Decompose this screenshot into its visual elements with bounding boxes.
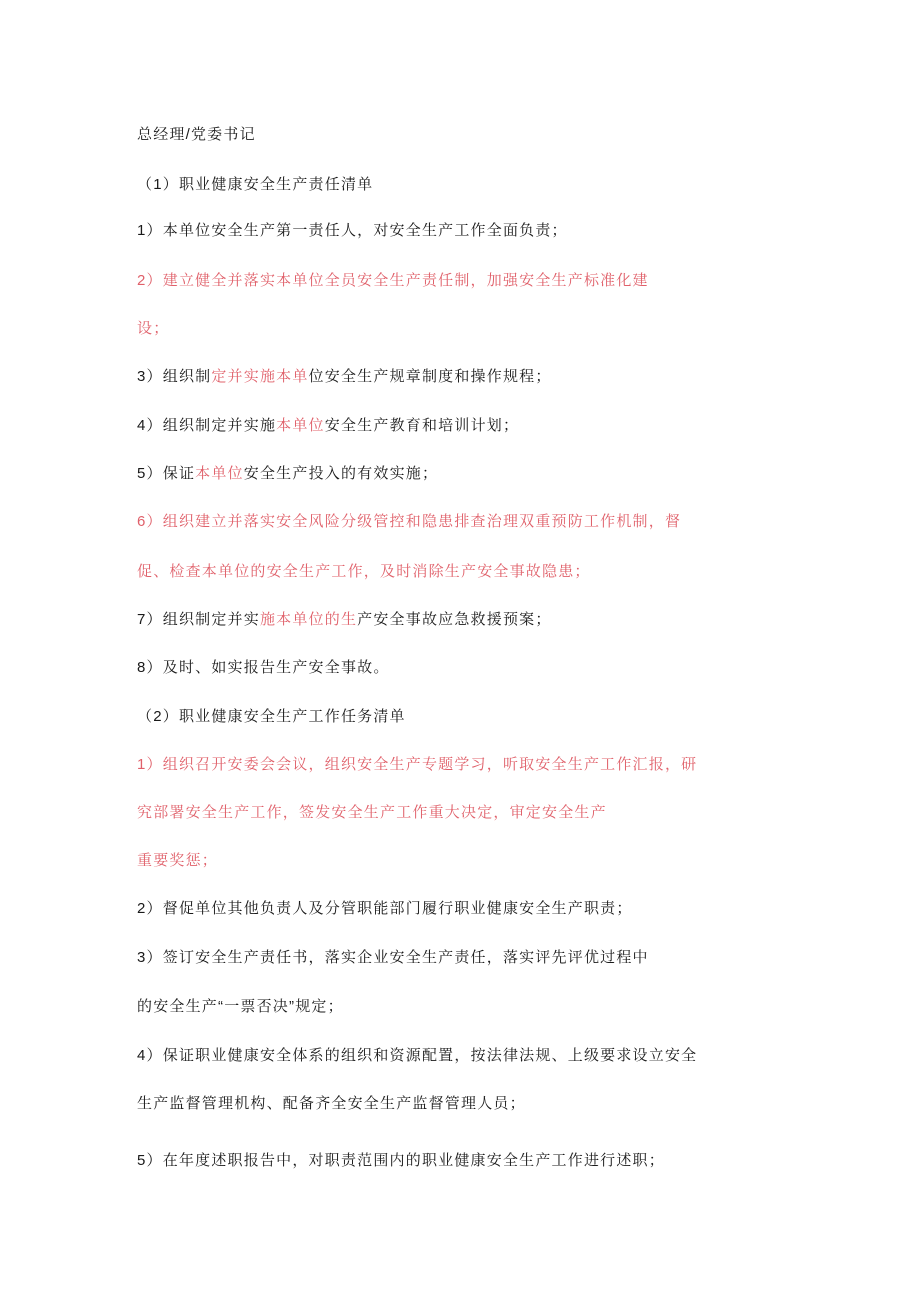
list-item: 4）保证职业健康安全体系的组织和资源配置，按法律法规、上级要求设立安全 — [137, 1047, 698, 1064]
list-item-continuation: 的安全生产“一票否决”规定； — [137, 998, 344, 1015]
list-item-highlighted-continuation: 设； — [137, 320, 170, 337]
highlighted-text: 施本单位的生 — [259, 611, 358, 628]
list-item — [137, 464, 438, 484]
document-heading: 总经理/党委书记 — [137, 126, 256, 143]
highlighted-text: 定并实施本单 — [211, 368, 309, 385]
section-title-task-list: （2）职业健康安全生产工作任务清单 — [137, 708, 406, 725]
list-item-text: 5）保证 — [137, 465, 196, 482]
list-item-highlighted-continuation: 究部署安全生产工作，签发安全生产工作重大决定，审定安全生产 — [137, 804, 607, 821]
list-item-text: 位安全生产规章制度和操作规程； — [308, 368, 552, 385]
list-item-highlighted: 1）组织召开安委会会议，组织安全生产专题学习，听取安全生产工作汇报，研 — [137, 756, 698, 773]
list-item: 2）督促单位其他负责人及分管职能部门履行职业健康安全生产职责； — [137, 900, 633, 917]
list-item — [137, 367, 552, 387]
list-item-text: 产安全事故应急救援预案； — [357, 611, 552, 628]
highlighted-text: 本单位 — [195, 465, 244, 482]
list-item-highlighted-continuation: 重要奖惩； — [137, 852, 219, 869]
list-item: 3）签订安全生产责任书，落实企业安全生产责任，落实评先评优过程中 — [137, 949, 649, 966]
list-item: 5）在年度述职报告中，对职责范围内的职业健康安全生产工作进行述职； — [137, 1152, 665, 1169]
list-item-highlighted: 2）建立健全并落实本单位全员安全生产责任制，加强安全生产标准化建 — [137, 272, 649, 289]
list-item-highlighted: 6）组织建立并落实安全风险分级管控和隐患排查治理双重预防工作机制，督 — [137, 513, 682, 530]
highlighted-text: 本单位 — [276, 417, 325, 434]
list-item: 8）及时、如实报告生产安全事故。 — [137, 659, 390, 676]
list-item — [137, 610, 552, 630]
list-item-text: 7）组织制定并实 — [137, 611, 260, 628]
list-item-text: 3）组织制 — [137, 368, 212, 385]
list-item: 1）本单位安全生产第一责任人，对安全生产工作全面负责； — [137, 222, 568, 239]
list-item-highlighted-continuation: 促、检查本单位的安全生产工作，及时消除生产安全事故隐患； — [137, 563, 591, 580]
section-title-responsibility-list: （1）职业健康安全生产责任清单 — [137, 176, 374, 193]
list-item — [137, 416, 519, 436]
list-item-continuation: 生产监督管理机构、配备齐全安全生产监督管理人员； — [137, 1095, 526, 1112]
list-item-text: 安全生产投入的有效实施； — [243, 465, 439, 482]
list-item-text: 4）组织制定并实施 — [137, 417, 277, 434]
list-item-text: 安全生产教育和培训计划； — [324, 417, 520, 434]
